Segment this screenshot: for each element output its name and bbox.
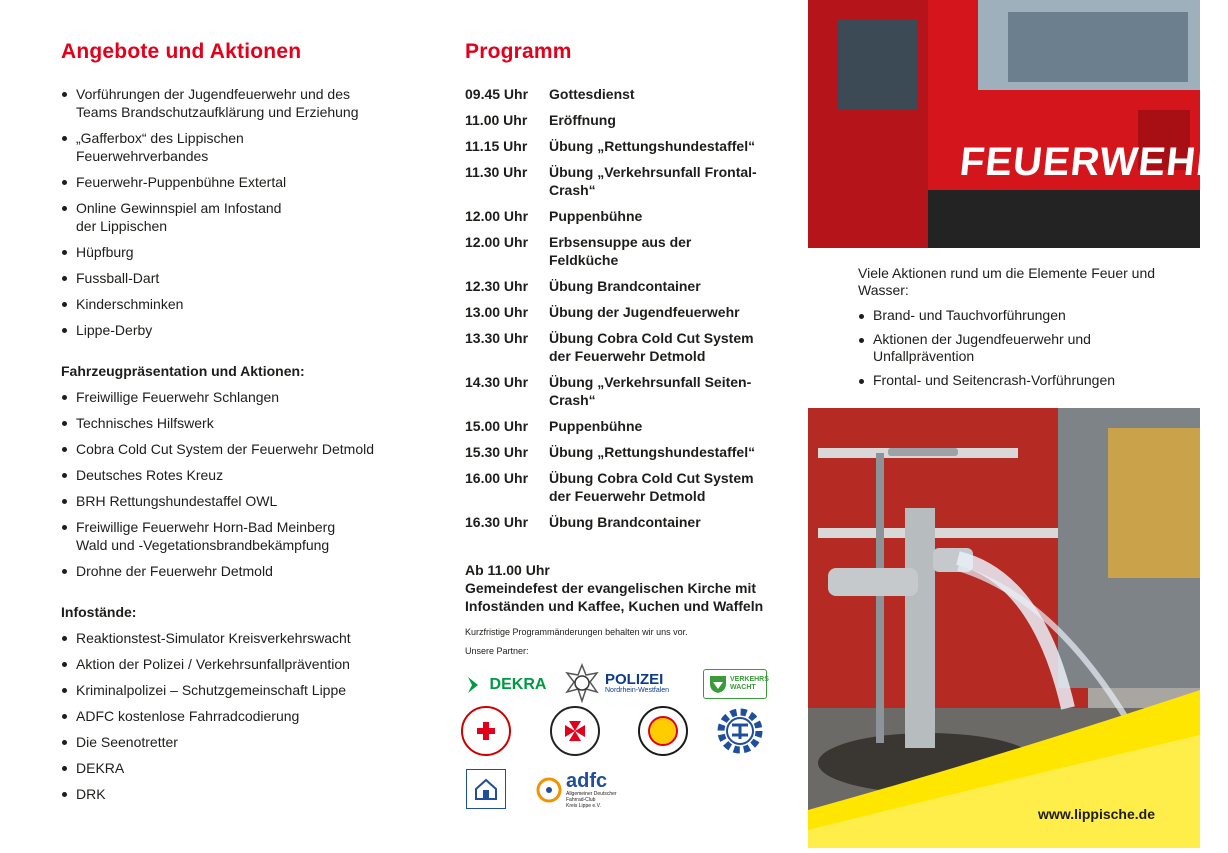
list-item: Hüpfburg	[61, 243, 421, 261]
list-item: BRH Rettungshundestaffel OWL	[61, 492, 421, 510]
program-row	[465, 417, 759, 443]
program-event: Übung Brandcontainer	[549, 514, 701, 531]
offers-column	[61, 40, 421, 811]
program-time: 15.30 Uhr	[465, 444, 529, 461]
list-item: Frontal- und Seitencrash-Vorführungen	[858, 372, 1178, 389]
program-time: 11.00 Uhr	[465, 112, 528, 129]
adfc-subtext: Allgemeiner Deutscher Fahrrad-Club	[566, 791, 617, 803]
program-time: 15.00 Uhr	[465, 418, 529, 435]
partners-label: Unsere Partner:	[465, 646, 529, 656]
polizei-logo	[563, 664, 683, 702]
list-item: Feuerwehr-Puppenbühne Extertal	[61, 173, 421, 191]
program-row	[465, 329, 759, 373]
vehicle-title: Fahrzeugpräsentation und Aktionen:	[61, 363, 305, 380]
program-event: Übung Cobra Cold Cut System der Feuerwehr Detmold	[549, 470, 754, 505]
program-row	[465, 443, 759, 469]
info-stands-section	[61, 604, 421, 803]
list-item: Fussball-Dart	[61, 269, 421, 287]
program-row	[465, 513, 759, 539]
brh-logo	[638, 706, 688, 756]
program-time: 12.00 Uhr	[465, 208, 529, 225]
polizei-text: POLIZEI	[605, 671, 664, 688]
program-time: 16.30 Uhr	[465, 514, 529, 531]
list-item: Lippe-Derby	[61, 321, 421, 339]
dekra-icon	[466, 675, 486, 695]
truck-lettering: FEUERWEHR	[957, 140, 1228, 184]
program-row	[465, 373, 759, 417]
program-time: 16.00 Uhr	[465, 470, 529, 487]
thw-gear-icon	[714, 705, 766, 757]
program-row	[465, 469, 759, 513]
thw-logo	[714, 705, 766, 757]
church-festival-text: Gemeindefest der evangelischen Kirche mit Infoständen und Kaffee, Kuchen und Waffeln	[465, 580, 764, 615]
program-time: 09.45 Uhr	[465, 86, 529, 103]
yellow-swoosh	[808, 0, 1200, 848]
program-event: Gottesdienst	[549, 86, 635, 103]
police-star-icon	[563, 664, 601, 702]
program-event: Übung Brandcontainer	[549, 278, 701, 295]
program-row	[465, 137, 759, 163]
list-item: Technisches Hilfswerk	[61, 414, 421, 432]
maltese-cross-icon	[563, 719, 587, 743]
vehicle-section	[61, 363, 421, 580]
dekra-logo	[465, 672, 547, 698]
list-item: Freiwillige Feuerwehr Schlangen	[61, 388, 421, 406]
program-event: Übung „Rettungshundestaffel“	[549, 444, 756, 461]
list-item: ADFC kostenlose Fahrradcodierung	[61, 707, 421, 725]
list-item: DRK	[61, 785, 421, 803]
program-event: Übung der Jugendfeuerwehr	[549, 304, 740, 321]
nrw-shield-icon	[708, 674, 728, 694]
list-item: Kinderschminken	[61, 295, 421, 313]
verkehrswacht-logo	[703, 669, 767, 699]
program-event: Puppenbühne	[549, 208, 643, 225]
vehicle-list	[61, 388, 421, 580]
list-item: Aktionen der Jugendfeuerwehr und Unfallprävention	[858, 331, 1108, 365]
website-link[interactable]: www.lippische.de	[1038, 806, 1155, 822]
program-row	[465, 163, 759, 207]
zuhause-sicher-logo	[466, 769, 506, 809]
program-title: Programm	[465, 40, 572, 63]
program-row	[465, 303, 759, 329]
list-item: Drohne der Feuerwehr Detmold	[61, 562, 421, 580]
program-row	[465, 233, 759, 277]
verkehrswacht-text: VERKEHRS WACHT	[730, 676, 769, 691]
brh-dog-icon	[648, 716, 678, 746]
list-item: Aktion der Polizei / Verkehrsunfallprävention	[61, 655, 421, 673]
list-item: Die Seenotretter	[61, 733, 421, 751]
red-cross-icon	[475, 720, 497, 742]
info-stands-title: Infostände:	[61, 603, 137, 620]
program-event: Erbsensuppe aus der Feldküche	[549, 234, 692, 269]
program-time: 11.30 Uhr	[465, 164, 528, 181]
program-event: Übung „Verkehrsunfall Seiten-Crash“	[549, 374, 752, 409]
program-event: Puppenbühne	[549, 418, 643, 435]
list-item: Freiwillige Feuerwehr Horn-Bad Meinberg Wald und -Vegetationsbrandbekämpfung	[61, 518, 351, 554]
program-time: 14.30 Uhr	[465, 374, 529, 391]
house-icon	[473, 776, 499, 802]
program-time: 11.15 Uhr	[465, 138, 528, 155]
side-panel	[808, 0, 1228, 848]
program-event: Übung „Rettungshundestaffel“	[549, 138, 756, 155]
side-intro: Viele Aktionen rund um die Elemente Feuer und Wasser:	[858, 265, 1156, 298]
list-item: Online Gewinnspiel am Infostand der Lippischen	[61, 199, 296, 235]
list-item: Cobra Cold Cut System der Feuerwehr Detmold	[61, 440, 421, 458]
program-time: 12.00 Uhr	[465, 234, 529, 251]
program-row	[465, 277, 759, 303]
list-item: DEKRA	[61, 759, 421, 777]
program-event: Übung Cobra Cold Cut System der Feuerwehr Detmold	[549, 330, 754, 365]
list-item: Deutsches Rotes Kreuz	[61, 466, 421, 484]
program-time: 13.00 Uhr	[465, 304, 529, 321]
program-row	[465, 85, 759, 111]
list-item: „Gafferbox“ des Lippischen Feuerwehrverbandes	[61, 129, 251, 165]
program-table	[465, 85, 759, 539]
info-stands-list	[61, 629, 421, 803]
polizei-subtext: Nordrhein-Westfalen	[605, 687, 670, 694]
dekra-text: DEKRA	[489, 676, 547, 693]
drk-logo	[461, 706, 511, 756]
adfc-subtext-2: Kreis Lippe e.V.	[566, 803, 601, 809]
list-item: Vorführungen der Jugendfeuerwehr und des Teams Brandschutzaufklärung und Erziehung	[61, 85, 361, 121]
program-column	[465, 40, 795, 638]
list-item: Kriminalpolizei – Schutzgemeinschaft Lippe	[61, 681, 421, 699]
seenotretter-logo	[550, 706, 600, 756]
program-row	[465, 207, 759, 233]
list-item: Reaktionstest-Simulator Kreisverkehrswacht	[61, 629, 421, 647]
church-festival	[465, 561, 795, 615]
program-note: Kurzfristige Programmänderungen behalten wir uns vor.	[465, 627, 688, 638]
program-event: Eröffnung	[549, 112, 616, 129]
program-event: Übung „Verkehrsunfall Frontal-Crash“	[549, 164, 757, 199]
program-time: 13.30 Uhr	[465, 330, 529, 347]
church-festival-time: Ab 11.00 Uhr	[465, 562, 550, 579]
program-time: 12.30 Uhr	[465, 278, 529, 295]
adfc-logo	[535, 767, 627, 813]
list-item: Brand- und Tauchvorführungen	[858, 307, 1178, 324]
adfc-wheel-icon	[535, 776, 563, 804]
offers-title: Angebote und Aktionen	[61, 40, 302, 63]
program-row	[465, 111, 759, 137]
offers-list	[61, 85, 421, 339]
adfc-text: adfc	[566, 770, 608, 792]
